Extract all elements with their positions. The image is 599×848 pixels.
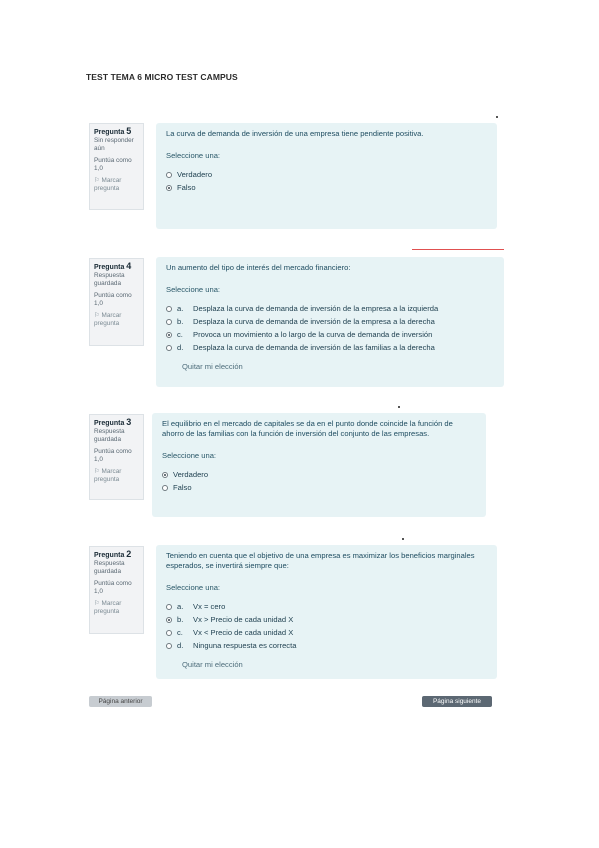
- option-label: Desplaza la curva de demanda de inversión de las familias a la derecha: [193, 342, 435, 352]
- option-letter: a.: [177, 303, 184, 313]
- red-underline-mark: [412, 249, 504, 250]
- answer-prompt: Seleccione una:: [162, 451, 217, 460]
- radio-button[interactable]: [166, 172, 172, 178]
- clear-choice-link[interactable]: Quitar mi elección: [182, 362, 243, 371]
- radio-button[interactable]: [162, 472, 168, 478]
- flag-icon: ⚐: [94, 312, 100, 319]
- option-letter: b.: [177, 316, 184, 326]
- question-info: [89, 123, 144, 210]
- answer-option-b[interactable]: [166, 315, 494, 328]
- option-letter: c.: [177, 329, 183, 339]
- flag-question-button[interactable]: ⚐ Marcar pregunta: [94, 177, 122, 192]
- question-content: [152, 413, 486, 517]
- answer-option-c[interactable]: [166, 328, 494, 341]
- next-page-button[interactable]: Página siguiente: [422, 696, 492, 707]
- radio-button[interactable]: [166, 306, 172, 312]
- question-number: Pregunta 5: [94, 126, 132, 136]
- question-status: Respuesta guardada: [94, 428, 125, 443]
- answer-option-d[interactable]: [166, 639, 487, 652]
- question-info: [89, 414, 144, 500]
- radio-button[interactable]: [166, 332, 172, 338]
- radio-button[interactable]: [166, 319, 172, 325]
- question-number: Pregunta 2: [94, 549, 132, 559]
- question-text: La curva de demanda de inversión de una empresa tiene pendiente positiva.: [166, 129, 424, 138]
- radio-button[interactable]: [166, 604, 172, 610]
- option-letter: b.: [177, 614, 184, 624]
- flag-question-button[interactable]: ⚐ Marcar pregunta: [94, 600, 122, 615]
- question-status: Sin responder aún: [94, 137, 134, 152]
- question-grade: Puntúa como 1,0: [94, 448, 132, 463]
- answer-option-verdadero[interactable]: [166, 168, 487, 181]
- answer-prompt: Seleccione una:: [166, 151, 221, 160]
- question-text: El equilibrio en el mercado de capitales se da en el punto donde coincide la función de ahorro de las familias con la función de inversión del conjunto de las empresas.: [162, 419, 453, 438]
- question-content: [156, 257, 504, 387]
- answer-option-falso[interactable]: [162, 481, 476, 494]
- radio-button[interactable]: [162, 485, 168, 491]
- radio-button[interactable]: [166, 630, 172, 636]
- radio-button[interactable]: [166, 617, 172, 623]
- option-label: Desplaza la curva de demanda de inversión de la empresa a la izquierda: [193, 303, 439, 313]
- answer-prompt: Seleccione una:: [166, 285, 221, 294]
- option-label: Ninguna respuesta es correcta: [193, 640, 297, 650]
- stray-mark: [398, 406, 400, 408]
- option-letter: c.: [177, 627, 183, 637]
- option-label: Verdadero: [177, 169, 213, 179]
- option-letter: d.: [177, 342, 184, 352]
- answer-option-c[interactable]: [166, 626, 487, 639]
- radio-button[interactable]: [166, 185, 172, 191]
- radio-button[interactable]: [166, 643, 172, 649]
- option-letter: a.: [177, 601, 184, 611]
- question-info: [89, 258, 144, 346]
- option-label: Vx < Precio de cada unidad X: [193, 627, 294, 637]
- answer-option-falso[interactable]: [166, 181, 487, 194]
- option-label: Vx > Precio de cada unidad X: [193, 614, 294, 624]
- stray-mark: [496, 116, 498, 118]
- question-content: [156, 545, 497, 679]
- answer-option-d[interactable]: [166, 341, 494, 354]
- question-info: [89, 546, 144, 634]
- question-grade: Puntúa como 1,0: [94, 580, 132, 595]
- option-label: Falso: [173, 482, 192, 492]
- option-label: Vx = cero: [193, 601, 226, 611]
- answer-prompt: Seleccione una:: [166, 583, 221, 592]
- answer-option-a[interactable]: [166, 600, 487, 613]
- question-status: Respuesta guardada: [94, 560, 125, 575]
- page-title: TEST TEMA 6 MICRO TEST CAMPUS: [86, 72, 238, 82]
- question-text: Un aumento del tipo de interés del mercado financiero:: [166, 263, 351, 272]
- question-text: Teniendo en cuenta que el objetivo de una empresa es maximizar los beneficios marginales esperados, se invertirá siempre que:: [166, 551, 475, 570]
- stray-mark: [402, 538, 404, 540]
- flag-icon: ⚐: [94, 600, 100, 607]
- answer-option-verdadero[interactable]: [162, 468, 476, 481]
- question-status: Respuesta guardada: [94, 272, 125, 287]
- option-label: Provoca un movimiento a lo largo de la curva de demanda de inversión: [193, 329, 433, 339]
- clear-choice-link[interactable]: Quitar mi elección: [182, 660, 243, 669]
- flag-icon: ⚐: [94, 468, 100, 475]
- answer-option-b[interactable]: [166, 613, 487, 626]
- question-grade: Puntúa como 1,0: [94, 292, 132, 307]
- flag-question-button[interactable]: ⚐ Marcar pregunta: [94, 468, 122, 483]
- previous-page-button[interactable]: Página anterior: [89, 696, 152, 707]
- option-letter: d.: [177, 640, 184, 650]
- option-label: Falso: [177, 182, 196, 192]
- flag-icon: ⚐: [94, 177, 100, 184]
- flag-question-button[interactable]: ⚐ Marcar pregunta: [94, 312, 122, 327]
- question-content: [156, 123, 497, 229]
- question-number: Pregunta 3: [94, 417, 132, 427]
- question-number: Pregunta 4: [94, 261, 132, 271]
- radio-button[interactable]: [166, 345, 172, 351]
- option-label: Desplaza la curva de demanda de inversión de la empresa a la derecha: [193, 316, 435, 326]
- option-label: Verdadero: [173, 469, 209, 479]
- answer-option-a[interactable]: [166, 302, 494, 315]
- question-grade: Puntúa como 1,0: [94, 157, 132, 172]
